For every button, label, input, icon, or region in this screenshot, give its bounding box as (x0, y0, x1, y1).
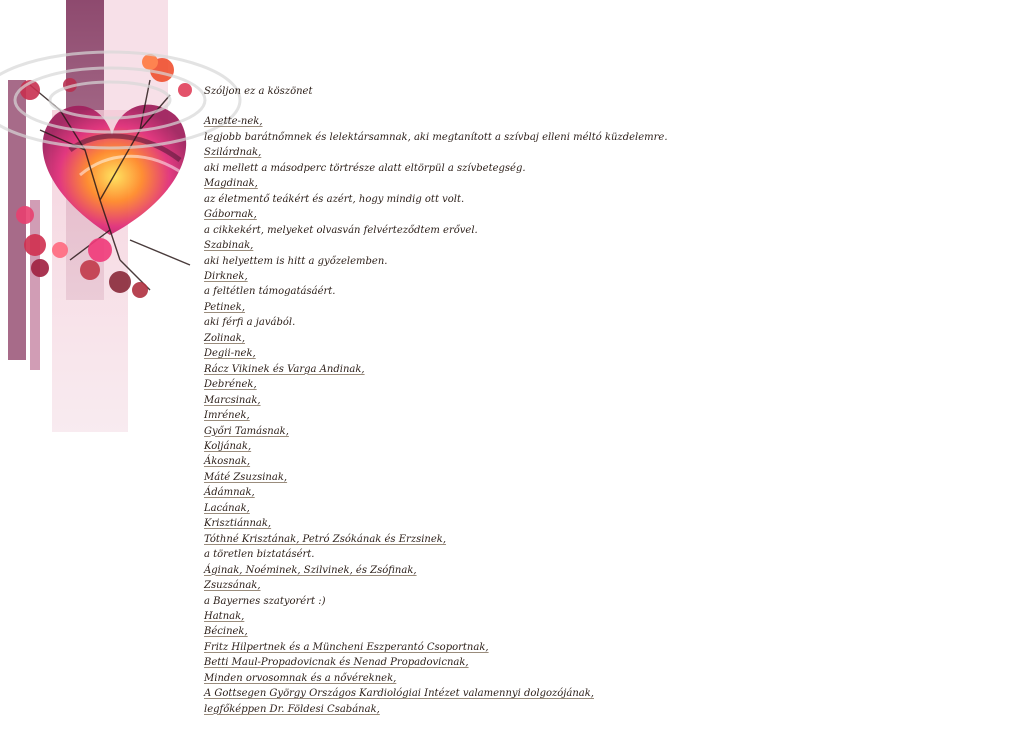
recipient-line: Áginak, Noéminek, Szilvinek, és Zsófinak, (204, 564, 417, 576)
reason-line: a Bayernes szatyorért :) (204, 595, 326, 607)
recipient-line: Máté Zsuzsinak, (204, 471, 288, 483)
reason-line: a cikkekért, melyeket olvasván felvérteződtem erővel. (204, 224, 478, 236)
recipient-line: Gábornak, (204, 209, 257, 221)
recipient-line: A Gottsegen György Országos Kardiológiai Intézet valamennyi dolgozójának, (204, 688, 594, 700)
recipient-line: Győri Tamásnak, (204, 425, 289, 437)
recipient-line: legfőképpen Dr. Földesi Csabának, (204, 703, 380, 715)
recipient-line: Krisztiánnak, (204, 518, 272, 530)
recipient-line: Szabinak, (204, 240, 254, 252)
recipient-line: Dirknek, (204, 270, 248, 282)
recipient-line: Ákosnak, (204, 456, 251, 468)
recipient-line: Bécinek, (204, 626, 248, 638)
reason-line: a töretlen biztatásért. (204, 549, 315, 561)
recipient-line: Magdinak, (204, 178, 258, 190)
recipient-line: Szilárdnak, (204, 147, 262, 159)
recipient-line: Zsuzsának, (204, 580, 261, 592)
acknowledgement-text (204, 84, 1004, 717)
recipient-line: Degii-nek, (204, 348, 256, 360)
reason-line: az életmentő teákért és azért, hogy mindig ott volt. (204, 193, 465, 205)
recipient-line: Minden orvosomnak és a nővéreknek, (204, 672, 397, 684)
decorative-heart-artwork (0, 0, 210, 737)
recipient-line: Lacának, (204, 502, 250, 514)
recipient-line: Tóthné Krisztának, Petró Zsókának és Erzsinek, (204, 533, 447, 545)
recipient-line: Imrének, (204, 410, 250, 422)
recipient-line: Petinek, (204, 301, 246, 313)
reason-line: aki férfi a javából. (204, 317, 296, 329)
recipient-line: Debrének, (204, 379, 257, 391)
recipient-line: Zolinak, (204, 332, 246, 344)
recipient-line: Rácz Vikinek és Varga Andinak, (204, 363, 365, 375)
acknowledgement-lines (204, 114, 1004, 717)
reason-line: legjobb barátnőmnek és lelektársamnak, aki megtanított a szívbaj elleni méltó küzdelemre. (204, 131, 668, 143)
reason-line: a feltétlen támogatásáért. (204, 286, 336, 298)
reason-line: aki mellett a másodperc törtrésze alatt eltörpül a szívbetegség. (204, 162, 526, 174)
reason-line: aki helyettem is hitt a győzelemben. (204, 255, 388, 267)
recipient-line: Fritz Hilpertnek és a Müncheni Eszperantó Csoportnak, (204, 641, 489, 653)
recipient-line: Koljának, (204, 440, 252, 452)
recipient-line: Marcsinak, (204, 394, 261, 406)
heading: Szóljon ez a köszönet (204, 86, 313, 97)
recipient-line: Hatnak, (204, 610, 245, 622)
recipient-line: Ádámnak, (204, 487, 255, 499)
recipient-line: Anette-nek, (204, 116, 263, 128)
recipient-line: Betti Maul-Propadovicnak és Nenad Propadovicnak, (204, 657, 469, 669)
